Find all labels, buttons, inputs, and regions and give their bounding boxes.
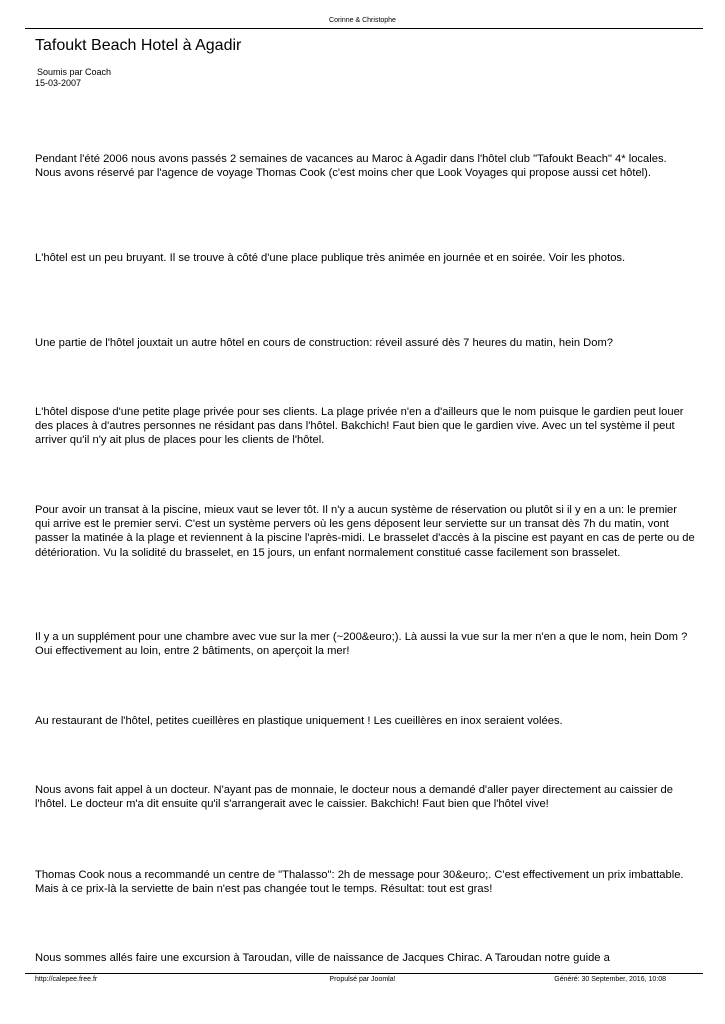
header-divider — [25, 28, 703, 29]
paragraph: Au restaurant de l'hôtel, petites cueillères en plastique uniquement ! Les cueillères en inox seraient volées. — [35, 715, 563, 727]
paragraph: Nous sommes allés faire une excursion à Taroudan, ville de naissance de Jacques Chirac. A Taroudan notre guide a — [35, 952, 610, 964]
paragraph: L'hôtel est un peu bruyant. Il se trouve à côté d'une place publique très animée en journée et en soirée. Voir les photos. — [35, 252, 626, 264]
footer-generated-date: Généré: 30 September, 2016, 10:08 — [554, 976, 666, 983]
footer-url: http://calepee.free.fr — [35, 976, 98, 983]
paragraph: Il y a un supplément pour une chambre avec vue sur la mer (~200&euro;). Là aussi la vue sur la mer n'en a que le nom, hein Dom ? Oui effectivement au loin, entre 2 bâtiments, on aperçoit la mer! — [35, 631, 688, 658]
paragraph: Pour avoir un transat à la piscine, mieux vaut se lever tôt. Il n'y a aucun système de réservation ou plutôt si il y en a un: le premier qui arrive est le premier servi. C'est un système pervers où les gens déposent leur serviette sur un transat dès 7h du matin, vont passer la matinée à la plage et reviennent à la piscine l'après-midi. Le brasselet d'accès à la piscine est payant en cas de perte ou de détérioration. Vu la solidité du brasselet, en 15 jours, un enfant normalement constitué casse facilement son brasselet. — [35, 504, 695, 559]
footer-divider — [25, 973, 703, 974]
paragraph: Thomas Cook nous a recommandé un centre de "Thalasso": 2h de message pour 30&euro;. C'est effectivement un prix imbattable. Mais à ce prix-là la serviette de bain n'est pas changée tout le temps. Résultat: tout est gras! — [35, 869, 684, 896]
footer-powered-by: Propulsé par Joomla! — [329, 976, 396, 983]
article-date: 15-03-2007 — [35, 78, 82, 88]
site-name: Corinne & Christophe — [329, 17, 396, 24]
author-line: Soumis par Coach — [37, 67, 112, 77]
paragraph: Nous avons fait appel à un docteur. N'ayant pas de monnaie, le docteur nous a demandé d'aller payer directement au caissier de l'hôtel. Le docteur m'a dit ensuite qu'il s'arrangerait avec le caissier. Bakchich! Faut bien que l'hôtel vive! — [35, 784, 673, 811]
article-title: Tafoukt Beach Hotel à Agadir — [35, 37, 242, 54]
paragraph: Pendant l'été 2006 nous avons passés 2 semaines de vacances au Maroc à Agadir dans l'hôtel club "Tafoukt Beach" 4* locales. Nous avons réservé par l'agence de voyage Thomas Cook (c'est moins cher que Look Voyages qui propose aussi cet hôtel). — [35, 153, 667, 180]
paragraph: L'hôtel dispose d'une petite plage privée pour ses clients. La plage privée n'en a d'ailleurs que le nom puisque le gardien peut louer des places à d'autres personnes ne résidant pas dans l'hôtel. Bakchich! Faut bien que le gardien vive. Avec un tel système il peut arriver qu'il n'y ait plus de places pour les clients de l'hôtel. — [35, 406, 684, 447]
paragraph: Une partie de l'hôtel jouxtait un autre hôtel en cours de construction: réveil assuré dès 7 heures du matin, hein Dom? — [35, 337, 614, 349]
